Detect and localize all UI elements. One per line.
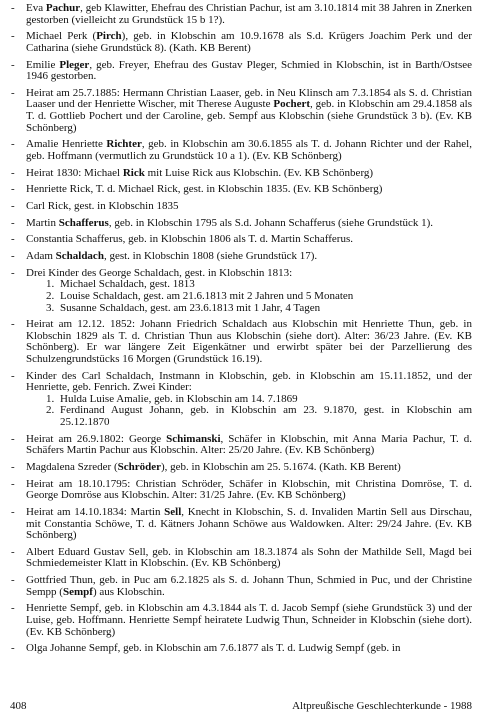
- sub-list-item: [46, 303, 472, 315]
- entry-text: Martin Schafferus, geb. in Klobschin 1795 als S.d. Johann Schafferus (siehe Grundstück 1).: [26, 216, 434, 229]
- surname-highlight: Richter: [106, 138, 142, 151]
- surname-highlight: Rick: [122, 166, 145, 179]
- entry-dash: -: [11, 266, 15, 279]
- entry-item: [10, 201, 472, 213]
- entry-text: Olga Johanne Sempf, geb. in Klobschin am 7.6.1877 als T. d. Ludwig Sempf (geb. in: [26, 642, 401, 655]
- sub-item-number: 1.: [46, 392, 55, 405]
- entry-dash: -: [11, 602, 15, 615]
- sub-list: [26, 394, 472, 429]
- entry-text: Carl Rick, gest. in Klobschin 1835: [26, 199, 179, 212]
- entry-dash: -: [11, 477, 15, 490]
- entry-text: Gottfried Thun, geb. in Puc am 6.2.1825 als S. d. Johann Thun, Schmied in Puc, und der Christine Sempp (Sempf) aus Klobschin.: [26, 574, 472, 598]
- entry-item: [10, 218, 472, 230]
- sub-list-item: [46, 405, 472, 428]
- entry-item: [10, 234, 472, 246]
- surname-highlight: Pleger: [59, 58, 90, 71]
- entry-text: Henriette Sempf, geb. in Klobschin am 4.3.1844 als T. d. Jacob Sempf (siehe Grundstück 3) und der Luise, geb. Hoffmann. Henriette Sempf heiratete Ludwig Thun, Schneider in Klobschin (siehe dort). (Ev. KB Schönberg): [26, 602, 472, 638]
- sub-item-text: Louise Schaldach, gest. am 21.6.1813 mit 2 Jahren und 5 Monaten: [60, 289, 354, 302]
- entry-dash: -: [11, 505, 15, 518]
- entry-dash: -: [11, 642, 15, 655]
- entry-dash: -: [11, 233, 15, 246]
- surname-highlight: Pachur: [45, 2, 81, 14]
- sub-list: [26, 279, 472, 314]
- entry-item: [10, 88, 472, 134]
- entry-item: [10, 371, 472, 429]
- entry-text: Heirat am 12.12. 1852: Johann Friedrich Schaldach aus Klobschin mit Henriette Thun, geb. in Klobschin 1829 als T. d. Christian Thun aus Klobschin (siehe dort). Alter: 36/23 Jahre. (Ev. KB Schönberg). Er war längere Zeit Eigenkätner und erwirbt später bei der Parzellierung des Schulzengrundstücks 16 Morgen (Grundstück 16.19).: [26, 318, 472, 365]
- entry-dash: -: [11, 461, 15, 473]
- surname-highlight: Sell: [164, 505, 182, 518]
- sub-item-text: Susanne Schaldach, gest. am 23.6.1813 mit 1 Jahr, 4 Tagen: [60, 301, 321, 314]
- entry-dash: -: [11, 432, 15, 445]
- entry-text: Heirat am 14.10.1834: Martin Sell, Knecht in Klobschin, S. d. Invaliden Martin Sell aus Dirschau, mit Constantia Schöwe, T. d. Kätners Johann Schöwe aus Waldowken. Alter: 29/24 Jahre. (Ev. KB Schönberg): [26, 505, 472, 542]
- entry-text: Eva Pachur, geb Klawitter, Ehefrau des Christian Pachur, ist am 3.10.1814 mit 38 Jahren in Znerken gestorben (vielleicht zu Grundstück 15 b 1?).: [26, 2, 472, 26]
- surname-highlight: Sempf: [62, 585, 93, 598]
- entry-text: Emilie Pleger, geb. Freyer, Ehefrau des Gustav Pleger, Schmied in Klobschin, ist in Barth/Ostsee 1946 gestorben.: [26, 58, 472, 83]
- surname-highlight: Schafferus: [58, 216, 109, 229]
- entry-dash: -: [11, 183, 15, 196]
- entry-dash: -: [11, 166, 15, 179]
- entry-dash: -: [11, 318, 15, 331]
- entry-text: Michael Perk (Pirch), geb. in Klobschin am 10.9.1678 als S.d. Krügers Joachim Perk und der Catharina (siehe Grundstück 8). (Kath. KB Berent): [26, 30, 472, 54]
- entry-item: [10, 251, 472, 263]
- surname-highlight: Schimanski: [166, 432, 221, 445]
- entry-text: Heirat 1830: Michael Rick mit Luise Rick aus Klobschin. (Ev. KB Schönberg): [26, 166, 374, 179]
- sub-item-number: 2.: [46, 404, 55, 417]
- entry-item: [10, 31, 472, 54]
- entry-dash: -: [11, 2, 15, 14]
- entry-item: [10, 184, 472, 196]
- entry-item: [10, 268, 472, 314]
- entry-text: Heirat am 18.10.1795: Christian Schröder, Schäfer in Klobschin, mit Christina Domröse, T. d. George Domröse aus Klobschin. Alter: 31/25 Jahre. (Ev. KB Schönberg): [26, 477, 472, 502]
- entry-text: Magdalena Szreder (Schröder), geb. in Klobschin am 25. 5.1674. (Kath. KB Berent): [26, 461, 401, 473]
- entry-dash: -: [11, 545, 15, 558]
- sub-item-text: Hulda Luise Amalie, geb. in Klobschin am 14. 7.1869: [60, 392, 298, 405]
- running-title: Altpreußische Geschlechterkunde - 1988: [292, 700, 472, 712]
- sub-item-text: Michael Schaldach, gest. 1813: [60, 278, 195, 291]
- entry-dash: -: [11, 199, 15, 212]
- entry-item: [10, 603, 472, 638]
- entry-dash: -: [11, 138, 15, 151]
- entry-item: [10, 168, 472, 180]
- entry-item: [10, 434, 472, 457]
- entry-text: Heirat am 26.9.1802: George Schimanski, Schäfer in Klobschin, mit Anna Maria Pachur, T. d. Schäfers Martin Pachur aus Klobschin. Alter: 25/20 Jahre. (Ev. KB Schönberg): [26, 432, 473, 457]
- entry-dash: -: [11, 216, 15, 229]
- entry-dash: -: [11, 574, 15, 587]
- entry-item: [10, 507, 472, 542]
- entry-item: [10, 575, 472, 598]
- sub-item-number: 3.: [46, 301, 55, 314]
- entry-text: Adam Schaldach, gest. in Klobschin 1808 (siehe Grundstück 17).: [26, 250, 318, 263]
- entry-item: [10, 319, 472, 365]
- entry-text: Albert Eduard Gustav Sell, geb. in Klobschin am 18.3.1874 als Sohn der Mathilde Sell, Magd bei Schmiedemeister Klatt in Klobschin. (Ev. KB Schönberg): [26, 545, 472, 570]
- surname-highlight: Schröder: [117, 461, 162, 473]
- entry-item: [10, 547, 472, 570]
- entry-text: Kinder des Carl Schaldach, Instmann in Klobschin, geb. in Klobschin am 15.11.1852, und der Henriette, geb. Fenrich. Zwei Kinder:: [26, 369, 472, 394]
- surname-highlight: Pochert: [273, 98, 310, 111]
- page-number: 408: [10, 700, 27, 712]
- entry-dash: -: [11, 86, 15, 99]
- sub-item-text: Ferdinand August Johann, geb. in Klobschin am 23. 9.1870, gest. in Klobschin am 25.12.1870: [60, 404, 472, 429]
- sub-item-number: 2.: [46, 289, 55, 302]
- entry-dash: -: [11, 250, 15, 263]
- entry-item: [10, 462, 472, 474]
- entry-item: [10, 60, 472, 83]
- entry-text: Constantia Schafferus, geb. in Klobschin 1806 als T. d. Martin Schafferus.: [26, 233, 353, 246]
- entry-dash: -: [11, 369, 15, 382]
- entry-item: [10, 139, 472, 162]
- surname-highlight: Schaldach: [55, 250, 104, 263]
- entry-dash: -: [11, 30, 15, 43]
- entry-dash: -: [11, 58, 15, 71]
- entry-text: Amalie Henriette Richter, geb. in Klobschin am 30.6.1855 als T. d. Johann Richter und der Rahel, geb. Hoffmann (vermutlich zu Grundstück 10 a 1). (Ev. KB Schönberg): [26, 138, 472, 162]
- sub-item-number: 1.: [46, 278, 55, 291]
- entry-item: [10, 479, 472, 502]
- surname-highlight: Pirch: [96, 30, 122, 43]
- entry-text: Henriette Rick, T. d. Michael Rick, gest. in Klobschin 1835. (Ev. KB Schönberg): [26, 183, 383, 196]
- entry-item: [10, 643, 472, 655]
- entry-text: Drei Kinder des George Schaldach, gest. in Klobschin 1813:: [26, 266, 293, 279]
- entry-text: Heirat am 25.7.1885: Hermann Christian Laaser, geb. in Neu Klinsch am 7.3.1854 als S. d. Christian Laaser und der Henriette Wischer, mit Therese Auguste Pochert, geb. in Klobschin am 29.4.1858 als T. d. Gottlieb Pochert und der Caroline, geb. Sempf aus Klobschin (siehe Grundstück 3 b). (Ev. KB Schönberg): [26, 86, 472, 134]
- entry-item: [10, 3, 472, 26]
- entry-list: [10, 3, 472, 660]
